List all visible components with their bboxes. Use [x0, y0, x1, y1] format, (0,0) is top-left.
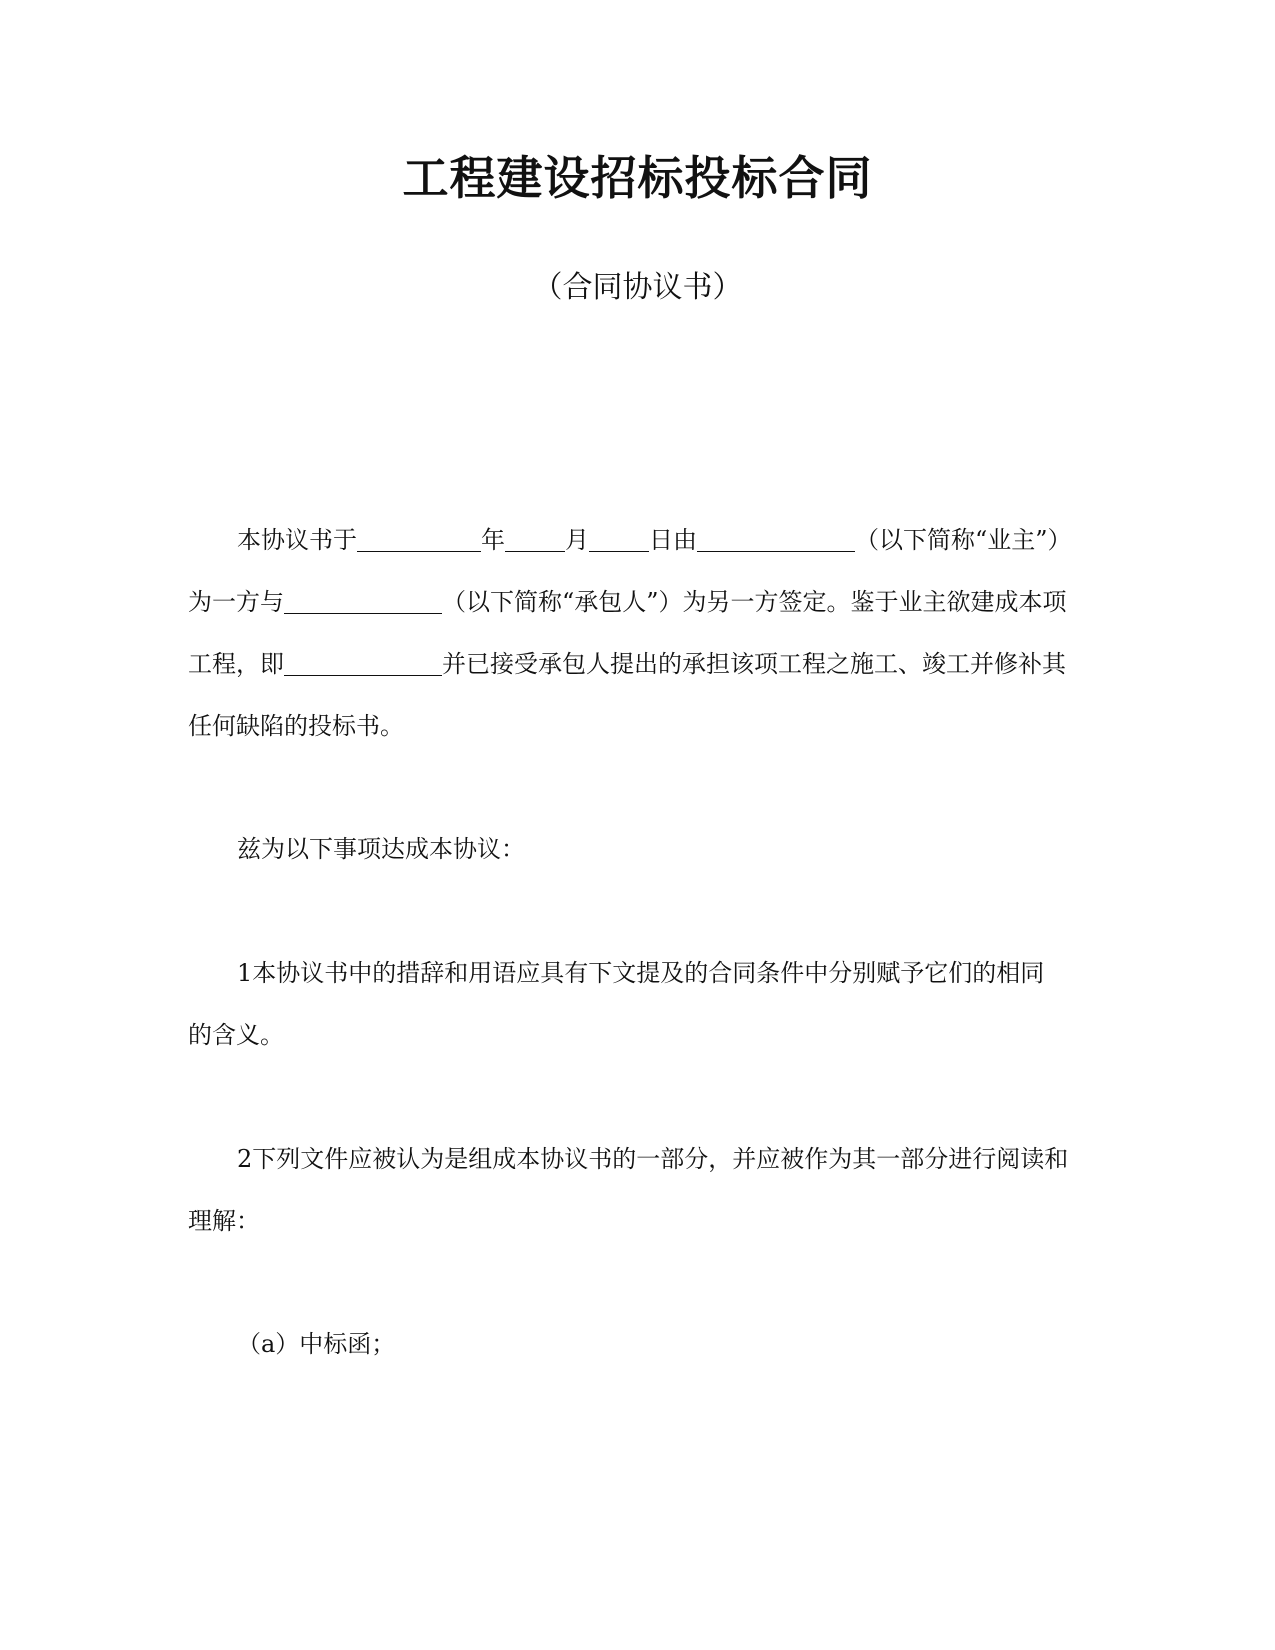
- document-title: 工程建设招标投标合同: [402, 151, 873, 205]
- document-subtitle: （合同协议书）: [532, 270, 743, 305]
- para1-line2: [188, 585, 1067, 619]
- item1-line2: 的含义。: [188, 1021, 284, 1049]
- item2-line2: 理解：: [188, 1207, 260, 1235]
- contractor-blank[interactable]: [284, 589, 442, 614]
- para1-line4: 任何缺陷的投标书。: [188, 712, 404, 740]
- item1-line1: 1本协议书中的措辞和用语应具有下文提及的合同条件中分别赋予它们的相同: [237, 959, 1045, 987]
- para1-text: 日由: [649, 526, 697, 554]
- day-blank[interactable]: [589, 527, 649, 552]
- para1-text: 工程，即: [188, 650, 284, 678]
- month-blank[interactable]: [505, 527, 565, 552]
- para1-text: 年: [481, 526, 505, 554]
- para1-text: （以下简称“承包人”）为另一方签定。鉴于业主欲建成本项: [442, 588, 1067, 616]
- project-blank[interactable]: [284, 651, 442, 676]
- para1-text: 为一方与: [188, 588, 284, 616]
- para1-line1: [237, 523, 1072, 557]
- item-a: （a）中标函；: [237, 1330, 396, 1358]
- item2-line1: 2下列文件应被认为是组成本协议书的一部分，并应被作为其一部分进行阅读和: [237, 1145, 1069, 1173]
- para2: 兹为以下事项达成本协议：: [237, 835, 525, 863]
- para1-line3: [188, 647, 1066, 681]
- year-blank[interactable]: [357, 527, 481, 552]
- para1-text: （以下简称“业主”）: [855, 526, 1072, 554]
- owner-blank[interactable]: [697, 527, 855, 552]
- para1-text: 本协议书于: [237, 526, 357, 554]
- para1-text: 并已接受承包人提出的承担该项工程之施工、竣工并修补其: [442, 650, 1066, 678]
- para1-text: 月: [565, 526, 589, 554]
